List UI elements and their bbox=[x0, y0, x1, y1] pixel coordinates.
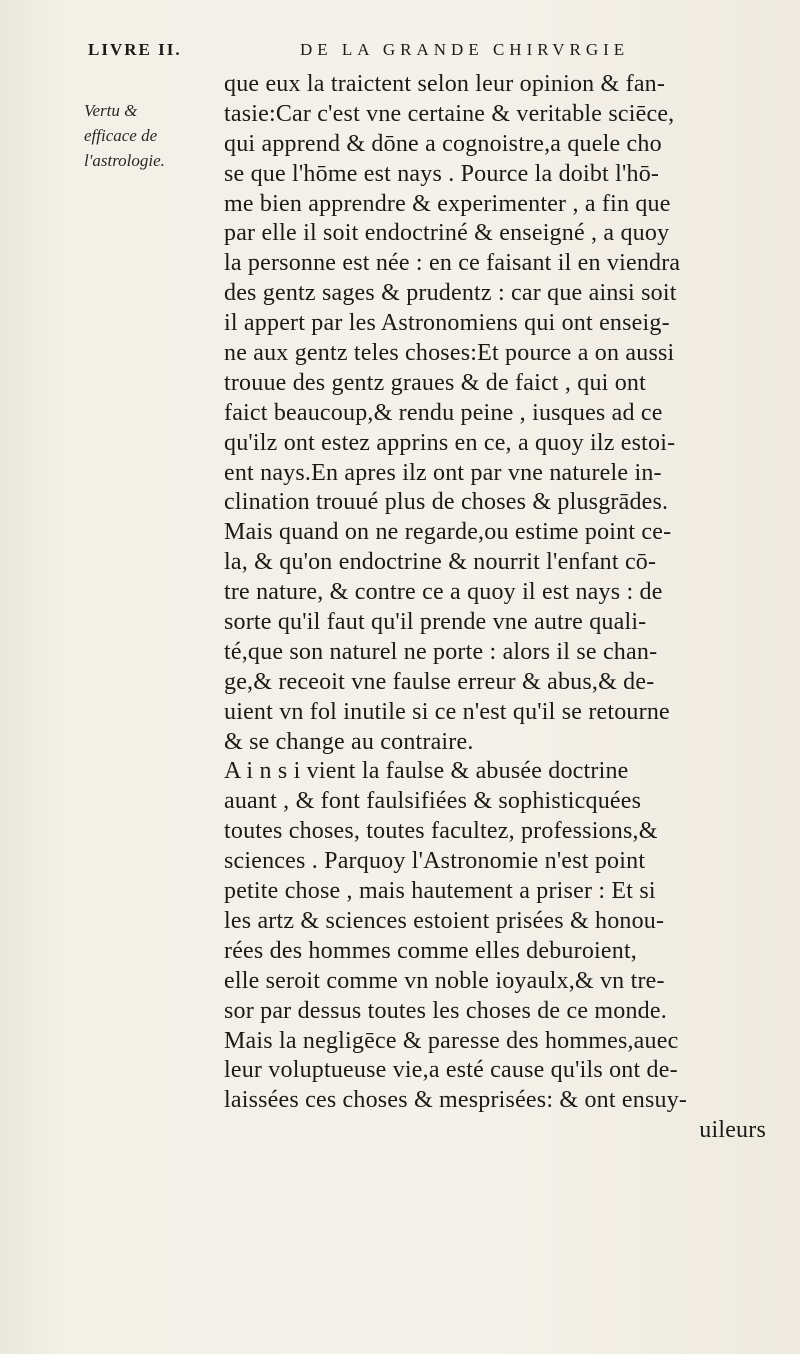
text-line: tasie:Car c'est vne certaine & veritable sciēce, bbox=[224, 100, 675, 127]
text-line: les artz & sciences estoient prisées & honou- bbox=[224, 907, 665, 934]
text-line: des gentz sages & prudentz : car que ainsi soit bbox=[224, 280, 677, 307]
text-line: sorte qu'il faut qu'il prende vne autre quali- bbox=[224, 609, 647, 636]
body-text bbox=[224, 70, 774, 1146]
text-line: elle seroit comme vn noble ioyaulx,& vn tre- bbox=[224, 967, 665, 994]
running-head-left: LIVRE II. bbox=[88, 40, 182, 59]
text-line: Mais quand on ne regarde,ou estime point ce- bbox=[224, 519, 672, 546]
text-line: auant , & font faulsifiées & sophisticquées bbox=[224, 788, 642, 815]
running-head-right: DE LA GRANDE CHIRVRGIE bbox=[300, 40, 630, 59]
text-line: me bien apprendre & experimenter , a fin que bbox=[224, 190, 671, 217]
text-line: tre nature, & contre ce a quoy il est nays : de bbox=[224, 579, 663, 606]
text-line: la, & qu'on endoctrine & nourrit l'enfant cō- bbox=[224, 549, 657, 576]
text-line: que eux la traictent selon leur opinion & fan- bbox=[224, 71, 666, 97]
text-line: clination trouué plus de choses & plusgrādes. bbox=[224, 489, 669, 516]
text-line: ge,& receoit vne faulse erreur & abus,& de- bbox=[224, 668, 655, 695]
text-line: ent nays.En apres ilz ont par vne naturele in- bbox=[224, 459, 662, 486]
text-line: petite chose , mais hautement a priser : Et si bbox=[224, 878, 656, 905]
marginal-note-line: efficace de bbox=[84, 126, 158, 145]
text-line: qui apprend & dōne a cognoistre,a quele cho bbox=[224, 130, 662, 157]
text-line: laissées ces choses & mesprisées: & ont ensuy- bbox=[224, 1087, 688, 1114]
text-line: sor par dessus toutes les choses de ce monde. bbox=[224, 997, 667, 1024]
text-line: ne aux gentz teles choses:Et pource a on aussi bbox=[224, 340, 675, 367]
catchword: uileurs bbox=[699, 1117, 766, 1144]
text-line: faict beaucoup,& rendu peine , iusques ad ce bbox=[224, 399, 663, 426]
text-line: qu'ilz ont estez apprins en ce, a quoy ilz estoi- bbox=[224, 429, 676, 456]
text-line: trouue des gentz graues & de faict , qui ont bbox=[224, 369, 647, 396]
text-line: leur voluptueuse vie,a esté cause qu'ils ont de- bbox=[224, 1057, 678, 1084]
text-line: il appert par les Astronomiens qui ont enseig- bbox=[224, 310, 670, 337]
text-line: A i n s i vient la faulse & abusée doctrine bbox=[224, 758, 629, 785]
text-line: té,que son naturel ne porte : alors il se chan- bbox=[224, 638, 658, 665]
text-line: Mais la negligēce & paresse des hommes,auec bbox=[224, 1027, 679, 1054]
text-line: se que l'hōme est nays . Pource la doibt l'hō- bbox=[224, 160, 660, 187]
marginal-note-line: l'astrologie. bbox=[84, 151, 165, 170]
text-line: & se change au contraire. bbox=[224, 728, 474, 755]
marginal-note-line: Vertu & bbox=[84, 101, 138, 120]
text-line: rées des hommes comme elles deburoient, bbox=[224, 937, 638, 964]
text-line: par elle il soit endoctriné & enseigné , a quoy bbox=[224, 220, 670, 247]
running-header bbox=[0, 32, 800, 72]
text-line: sciences . Parquoy l'Astronomie n'est point bbox=[224, 848, 646, 875]
text-line: uient vn fol inutile si ce n'est qu'il se retourne bbox=[224, 698, 670, 725]
marginal-note bbox=[84, 98, 214, 173]
text-line: toutes choses, toutes facultez, professions,& bbox=[224, 818, 658, 845]
text-line: la personne est née : en ce faisant il en viendra bbox=[224, 250, 681, 277]
